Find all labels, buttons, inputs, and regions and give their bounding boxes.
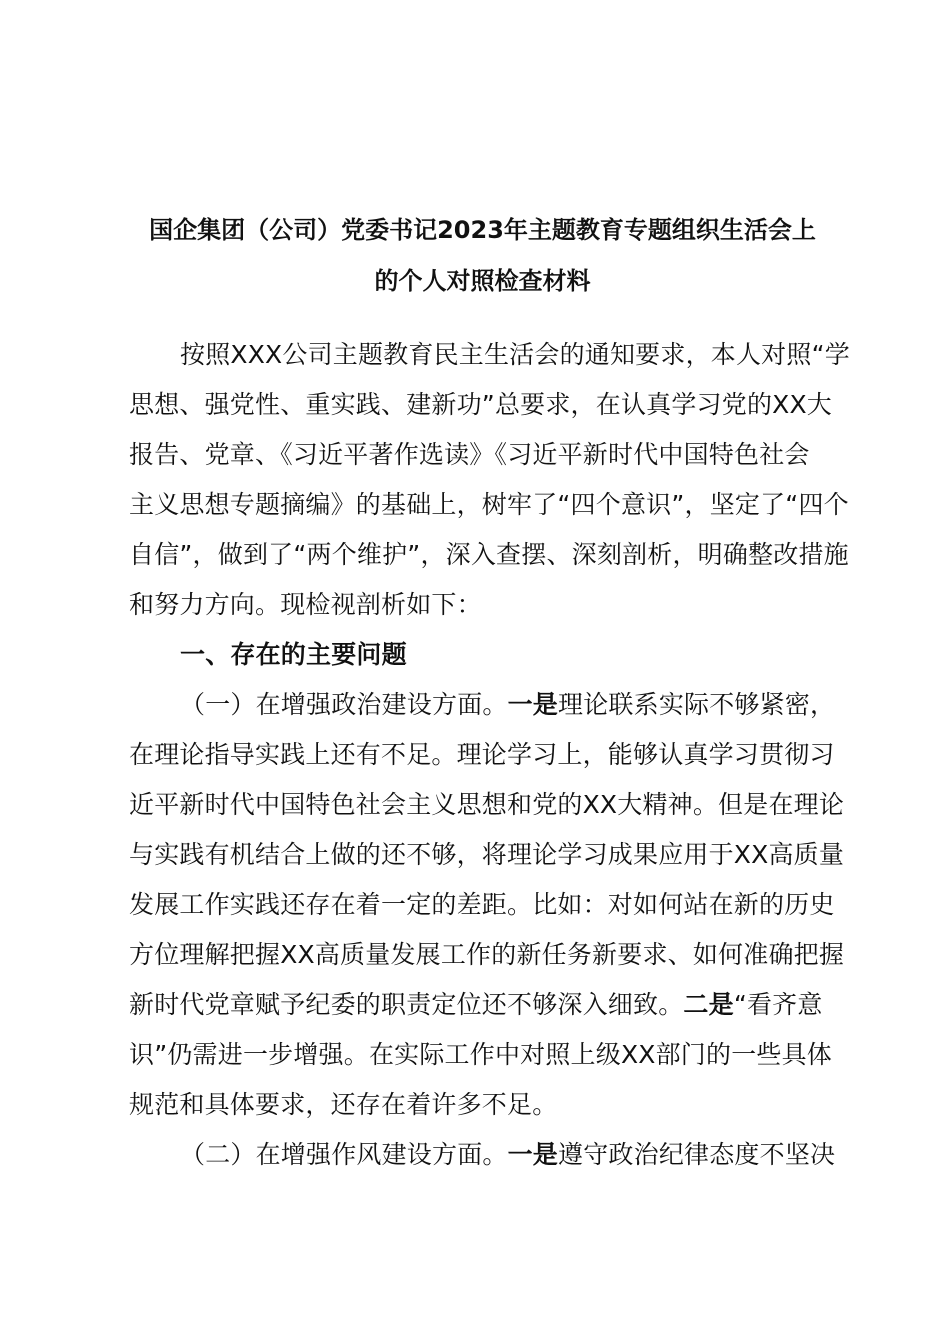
para2-line-1-prefix: （二）在增强作风建设方面。 xyxy=(180,1140,508,1169)
document-title-line-2: 的个人对照检查材料 xyxy=(374,267,591,295)
para2-line-1-bold: 一是 xyxy=(507,1140,559,1169)
para1-line-3: 近平新时代中国特色社会主义思想和党的XX大精神。但是在理论 xyxy=(129,790,845,819)
para1-line-7-suffix: “看齐意 xyxy=(733,990,823,1019)
intro-line-4: 主义思想专题摘编》的基础上，树牢了“四个意识”，坚定了“四个 xyxy=(129,490,849,519)
para1-line-1-suffix: 理论联系实际不够紧密， xyxy=(558,690,836,719)
para1-line-2: 在理论指导实践上还有不足。理论学习上，能够认真学习贯彻习 xyxy=(129,740,835,769)
para1-line-9: 规范和具体要求，还存在着许多不足。 xyxy=(129,1090,558,1119)
para1-line-1-prefix: （一）在增强政治建设方面。 xyxy=(180,690,508,719)
para1-line-7 xyxy=(129,989,823,1021)
para2-line-1 xyxy=(180,1139,835,1171)
para1-line-8: 识”仍需进一步增强。在实际工作中对照上级XX部门的一些具体 xyxy=(129,1040,833,1069)
para1-line-6: 方位理解把握XX高质量发展工作的新任务新要求、如何准确把握 xyxy=(129,940,845,969)
para1-line-5: 发展工作实践还存在着一定的差距。比如：对如何站在新的历史 xyxy=(129,890,835,919)
intro-line-6: 和努力方向。现检视剖析如下： xyxy=(129,590,482,619)
intro-line-5: 自信”，做到了“两个维护”，深入查摆、深刻剖析，明确整改措施 xyxy=(129,540,849,569)
document-title-line-1: 国企集团（公司）党委书记2023年主题教育专题组织生活会上 xyxy=(149,216,816,244)
para1-line-7-prefix: 新时代党章赋予纪委的职责定位还不够深入细致。 xyxy=(129,990,684,1019)
para1-line-1 xyxy=(180,689,835,721)
intro-line-2: 思想、强党性、重实践、建新功”总要求，在认真学习党的XX大 xyxy=(129,390,833,419)
intro-line-1: 按照XXX公司主题教育民主生活会的通知要求，本人对照“学 xyxy=(180,340,850,369)
section-heading-1: 一、存在的主要问题 xyxy=(180,640,407,669)
para1-line-7-bold: 二是 xyxy=(683,990,734,1019)
para2-line-1-suffix: 遵守政治纪律态度不坚决 xyxy=(558,1140,836,1169)
para1-line-1-bold: 一是 xyxy=(507,690,559,719)
intro-line-3: 报告、党章、《习近平著作选读》《习近平新时代中国特色社会 xyxy=(129,440,810,469)
para1-line-4: 与实践有机结合上做的还不够，将理论学习成果应用于XX高质量 xyxy=(129,840,845,869)
